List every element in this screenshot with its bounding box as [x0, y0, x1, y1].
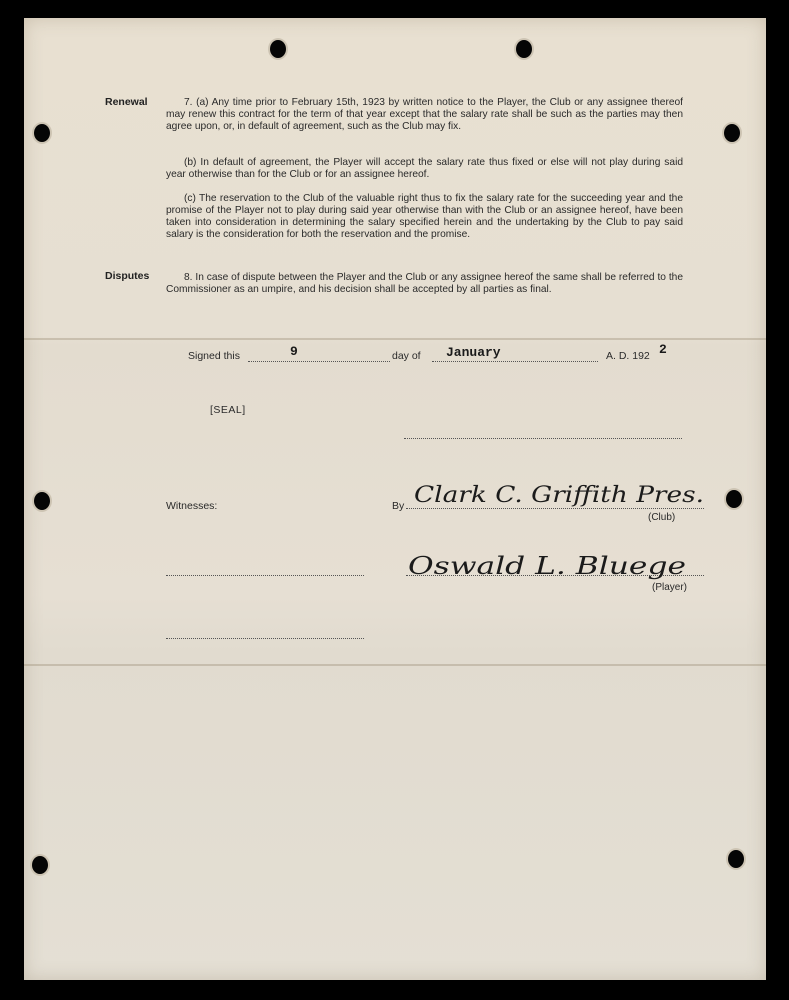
- club-signature: [410, 474, 710, 514]
- clause-7c: (c) The reservation to the Club of the valuable right thus to fix the salary rate for the succeeding year and the promise of the Player not to play during said year otherwise than with the Club or an assignee hereof, have been taken into consideration in determining the salary specified herein and the undertaking by the Club to pay said salary is the consideration for both the reservation and the promise.: [166, 193, 683, 240]
- punch-hole: [724, 124, 740, 142]
- renewal-label: Renewal: [105, 96, 148, 108]
- punch-hole: [34, 124, 50, 142]
- by-label: By: [392, 500, 405, 512]
- day-of-label: day of: [392, 350, 421, 362]
- blank-signature-line: [404, 438, 682, 439]
- punch-hole: [32, 856, 48, 874]
- day-field-line: [248, 361, 390, 362]
- punch-hole: [34, 492, 50, 510]
- witnesses-label: Witnesses:: [166, 500, 218, 512]
- club-label: (Club): [648, 512, 676, 523]
- seal-label: [SEAL]: [210, 404, 246, 416]
- player-signature-text: Oswald L. Bluege: [408, 552, 686, 580]
- clause-7a: 7. (a) Any time prior to February 15th, 1923 by written notice to the Player, the Club or any assignee thereof may renew this contract for the term of that year except that the salary rate shall be such as the parties may then agree upon, or, in default of agreement, such as the Club may fix.: [166, 97, 683, 132]
- clause-8: 8. In case of dispute between the Player and the Club or any assignee hereof the same shall be referred to the Commissioner as an umpire, and his decision shall be accepted by all parties as final.: [166, 272, 683, 295]
- month-field-line: [432, 361, 598, 362]
- punch-hole: [516, 40, 532, 58]
- signed-month-value: January: [446, 345, 501, 360]
- club-signature-text: Clark C. Griffith Pres.: [414, 483, 704, 508]
- disputes-label: Disputes: [105, 270, 150, 282]
- player-label: (Player): [652, 582, 688, 593]
- signed-year-digit: 2: [659, 342, 667, 357]
- signed-prefix: Signed this: [188, 350, 240, 362]
- witness-line-1: [166, 575, 364, 576]
- signed-day-value: 9: [290, 344, 298, 359]
- punch-hole: [270, 40, 286, 58]
- ad-year-label: A. D. 192: [606, 350, 650, 362]
- fold-line-upper: [24, 338, 766, 340]
- witness-line-2: [166, 638, 364, 639]
- punch-hole: [728, 850, 744, 868]
- clause-7b: (b) In default of agreement, the Player will accept the salary rate thus fixed or else will not play during said year otherwise than for the Club or for an assignee hereof.: [166, 157, 683, 180]
- contract-page: [24, 18, 766, 980]
- punch-hole: [726, 490, 742, 508]
- fold-line-lower: [24, 664, 766, 666]
